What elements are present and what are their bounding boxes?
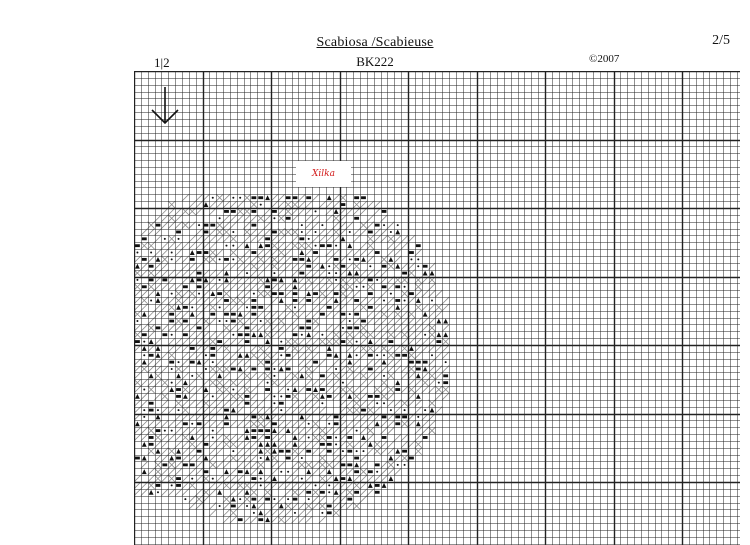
stitch-layer	[134, 194, 449, 523]
stitch-chart	[134, 71, 740, 545]
pattern-title: Scabiosa /Scabieuse	[316, 35, 434, 50]
down-arrow-icon	[148, 86, 182, 126]
signature-watermark: Xilka	[296, 161, 351, 187]
page-number: 2/5	[712, 33, 730, 48]
copyright: ©2007	[589, 53, 620, 65]
pattern-code: BK222	[356, 54, 394, 69]
stitch-grid	[134, 71, 740, 545]
part-indicator: 1|2	[154, 55, 170, 70]
